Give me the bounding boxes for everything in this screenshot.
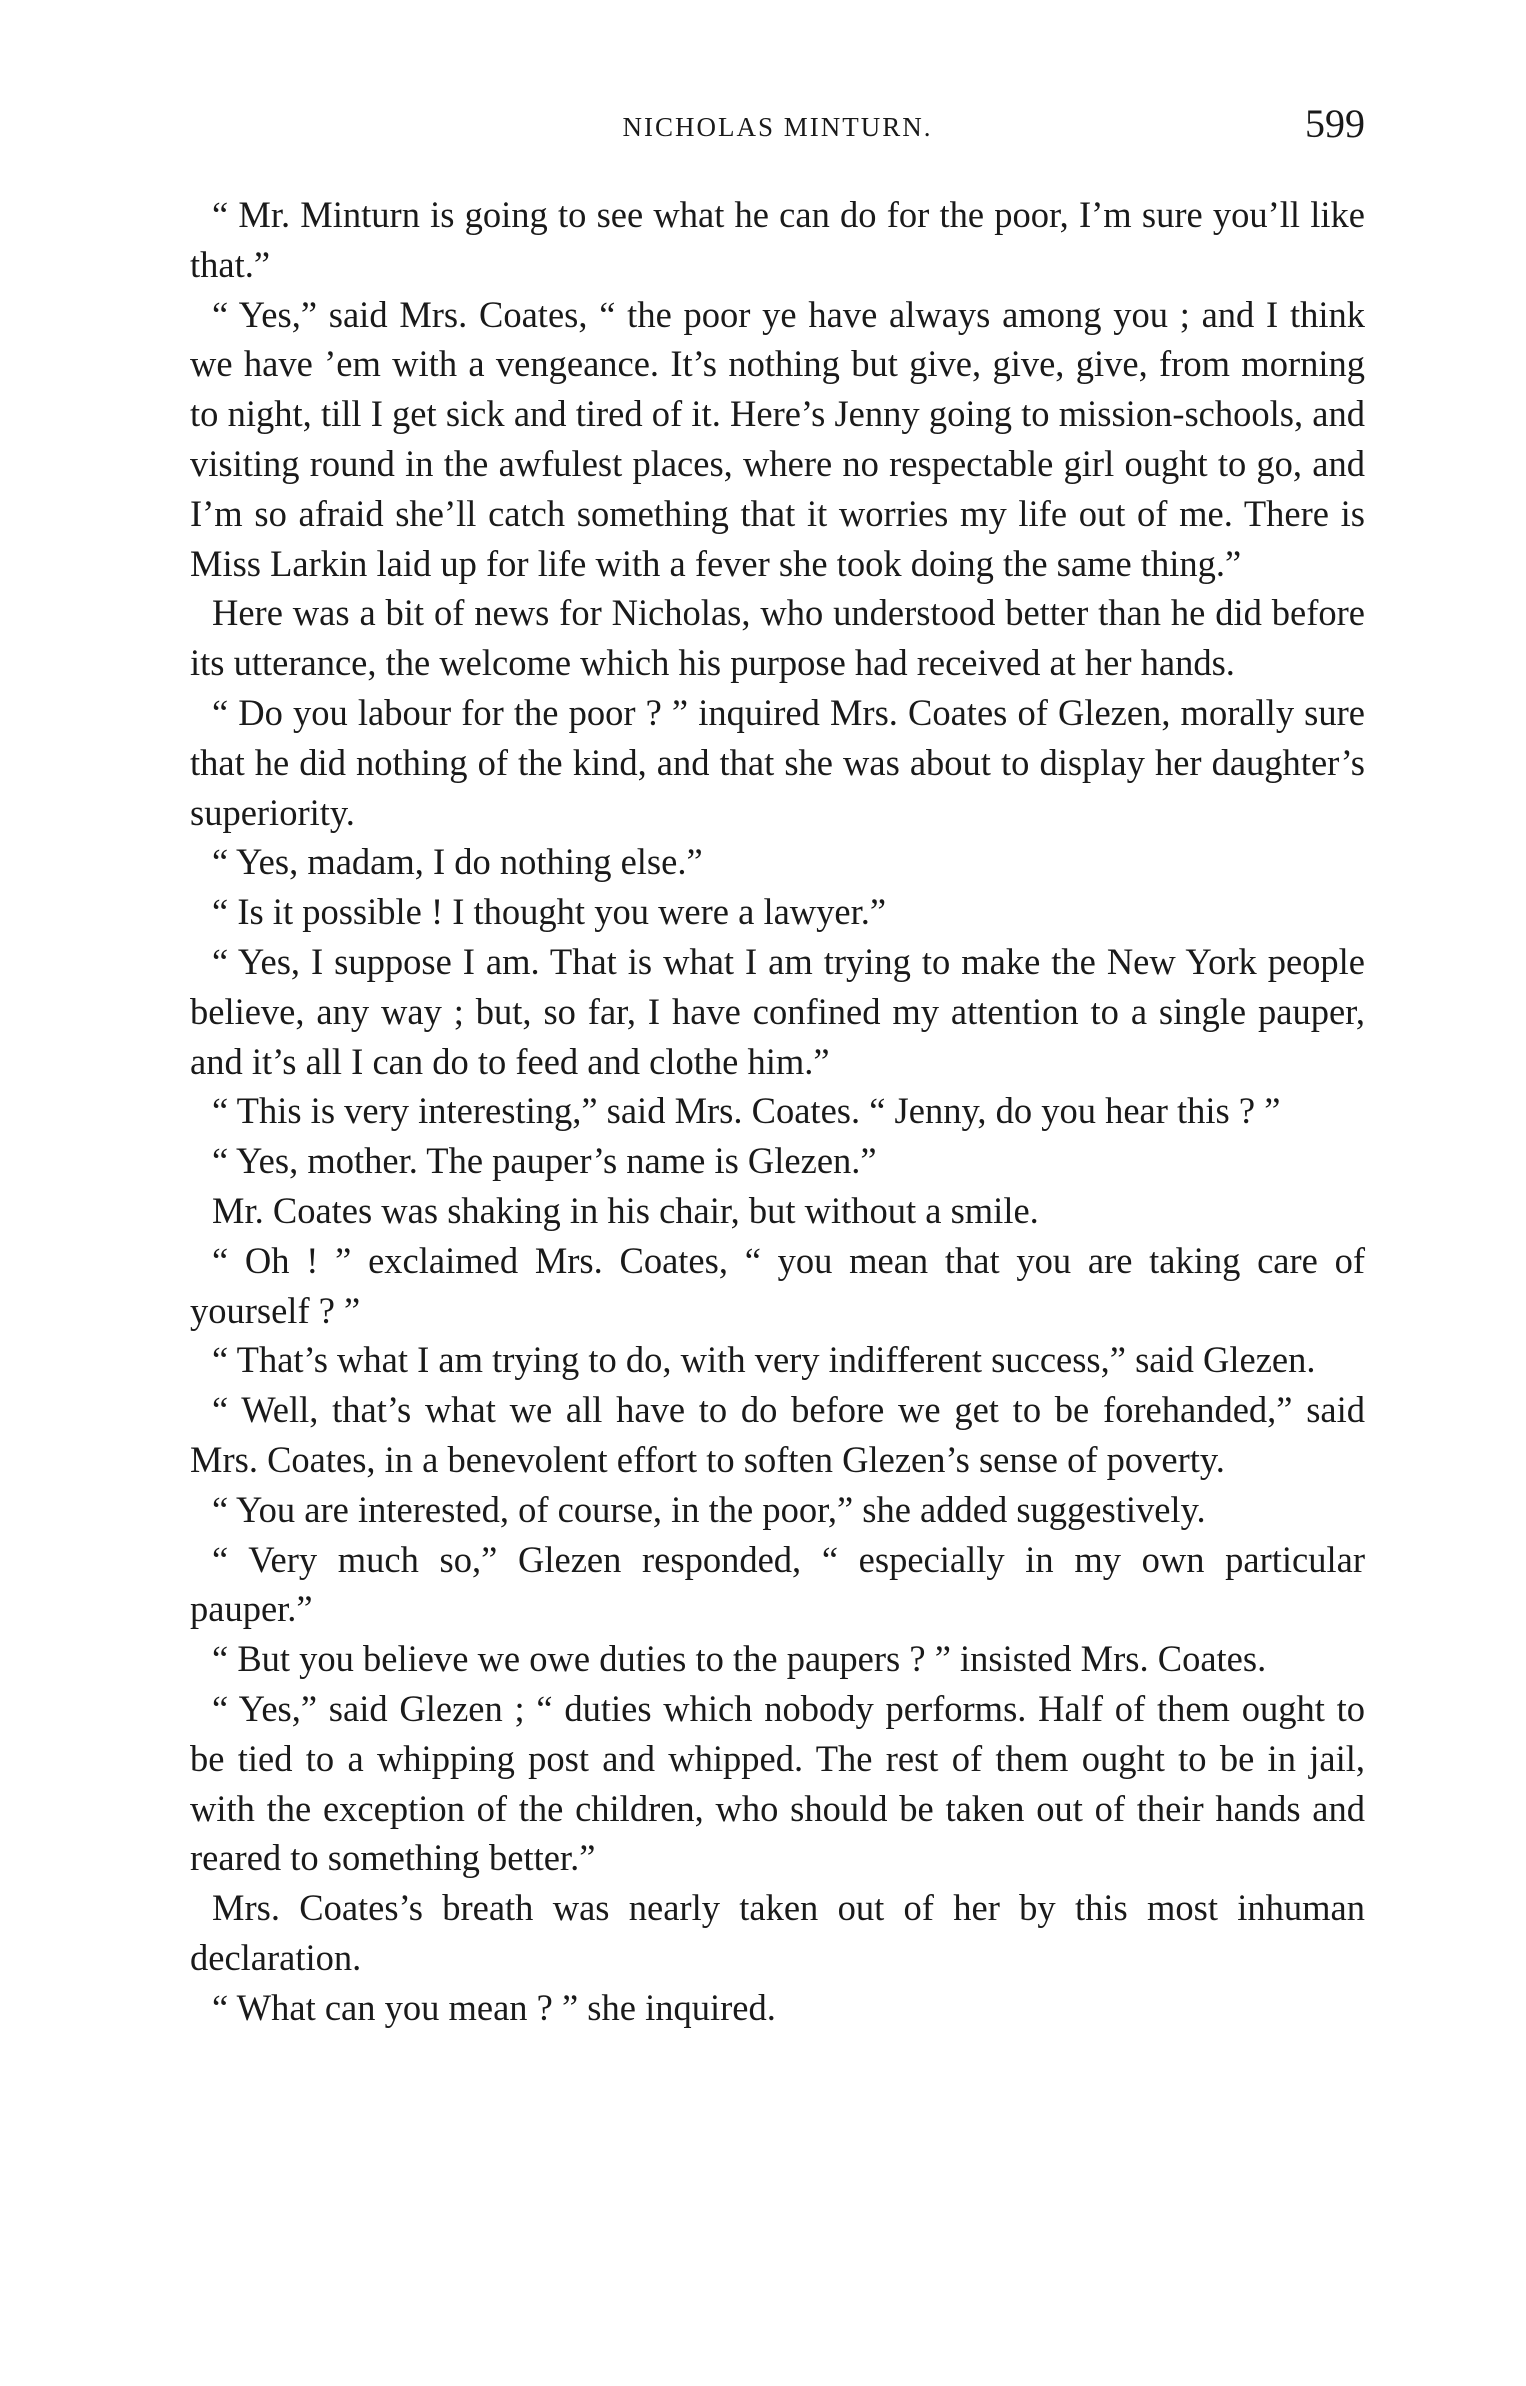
paragraph: “ But you believe we owe duties to the paupers ? ” insisted Mrs. Coates. — [212, 1638, 1267, 1680]
paragraph: “ You are interested, of course, in the poor,” she added suggestively. — [212, 1488, 1206, 1530]
paragraph: “ That’s what I am trying to do, with very indifferent success,” said Glezen. — [212, 1339, 1316, 1381]
paragraph: Mr. Coates was shaking in his chair, but without a smile. — [212, 1189, 1039, 1231]
body-text — [190, 190, 1365, 2032]
paragraph: “ Very much so,” Glezen responded, “ especially in my own particular pauper.” — [190, 1538, 1365, 1630]
paragraph: “ Do you labour for the poor ? ” inquired Mrs. Coates of Glezen, morally sure that he did nothing of the kind, and that she was about to display her daughter’s superiority. — [190, 691, 1365, 833]
paragraph: “ Yes, mother. The pauper’s name is Glezen.” — [212, 1140, 877, 1182]
paragraph: “ What can you mean ? ” she inquired. — [212, 1986, 776, 2028]
paragraph: “ This is very interesting,” said Mrs. Coates. “ Jenny, do you hear this ? ” — [212, 1090, 1281, 1132]
paragraph: “ Mr. Minturn is going to see what he can do for the poor, I’m sure you’ll like that.” — [190, 194, 1365, 285]
paragraph: Mrs. Coates’s breath was nearly taken out of her by this most inhuman declaration. — [190, 1887, 1365, 1978]
paragraph: “ Well, that’s what we all have to do before we get to be forehanded,” said Mrs. Coates, in a benevolent effort to soften Glezen’s sense of poverty. — [190, 1389, 1365, 1480]
running-header — [190, 100, 1365, 150]
paragraph: “ Yes, madam, I do nothing else.” — [212, 841, 703, 883]
running-title: NICHOLAS MINTURN. — [622, 112, 933, 142]
paragraph: “ Yes,” said Glezen ; “ duties which nobody performs. Half of them ought to be tied to a whipping post and whipped. The rest of them ought to be in jail, with the exception of the children, who should be taken out of their hands and reared to something better.” — [190, 1687, 1365, 1879]
paragraph: Here was a bit of news for Nicholas, who understood better than he did before its utterance, the welcome which his purpose had received at her hands. — [190, 592, 1365, 684]
paragraph: “ Yes, I suppose I am. That is what I am trying to make the New York people believe, any way ; but, so far, I have confined my attention to a single pauper, and it’s all I can do to feed and clothe him.” — [190, 940, 1365, 1082]
paragraph: “ Yes,” said Mrs. Coates, “ the poor ye have always among you ; and I think we have ’em with a vengeance. It’s nothing but give, give, give, from morning to night, till I get sick and tired of it. Here’s Jenny going to mission-schools, and visiting round in the awfulest places, where no respectable girl ought to go, and I’m so afraid she’ll catch something that it worries my life out of me. There is Miss Larkin laid up for life with a fever she took doing the same thing.” — [190, 293, 1365, 584]
paragraph: “ Oh ! ” exclaimed Mrs. Coates, “ you mean that you are taking care of yourself ? ” — [190, 1239, 1365, 1331]
page-number: 599 — [1305, 101, 1365, 146]
paragraph: “ Is it possible ! I thought you were a lawyer.” — [212, 891, 887, 933]
